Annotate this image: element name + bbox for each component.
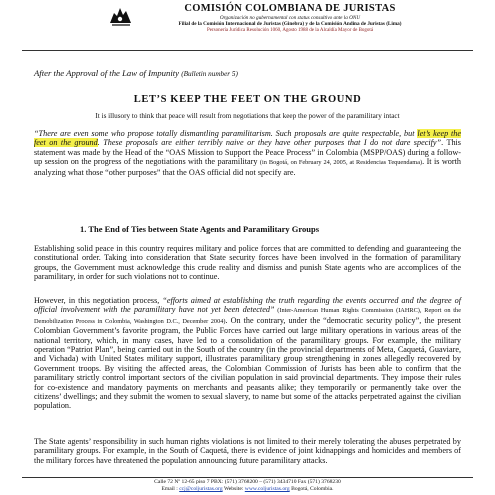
p3-quote: “efforts aimed at establishing the truth regarding the events occurred and the degree of official involvement with the paramilitary have not yet been detected” <box>34 296 461 315</box>
p1-small-note: (in Bogotá, on February 24, 2005, at Residencias Tequendama) <box>259 159 423 167</box>
quote-part-2: . These proposals are either terribly naive or they have other purposes that I do not dare specify” <box>97 138 442 148</box>
organization-logo <box>108 4 134 28</box>
footer-divider <box>22 477 473 478</box>
website-link[interactable]: www.coljuristas.org <box>244 486 290 492</box>
paragraph-2 <box>34 244 461 282</box>
document-subtitle <box>34 68 238 78</box>
header-divider <box>22 50 473 51</box>
letterhead-line-2: Filial de la Comisión Internacional de Juristas (Ginebra) y de la Comisión Andina de Juristas (Lima) <box>178 21 402 28</box>
p2-text: Establishing solid peace in this country requires military and police forces that are committed to defending and guaranteeing the constitutional order. Taking into consideration that State security forces have been involved in the formation of paramilitary groups, the Government must acknowledge this crude reality and dismiss and punish State agents who are accomplices of the paramilitary, in order for such violations not to continue. <box>34 244 461 282</box>
p3-text-2: . On the contrary, under the “democratic security policy”, the present Colombian Government’s favorite program, the Public Forces have carried out large military operations in various areas of the national territory, which, in many cases, have led to a consolidation of the paramilitary groups. For example, the military operation “Patriot Plan”, being carried out in the South of the country (in the provincial departments of Meta, Caquetá, Guaviare, and Vichada) with United States military support, illustrates paramilitary group strengthening in zones allegedly recovered by Government troops. By visiting the affected areas, the Colombian Commission of Jurists has been able to confirm that the paramilitary strictly control important sectors of the civilian population in said provincial departments. They impose their rules for co-existence and mandatory payments on merchants and peasants alike; they temporarily or permanently take over the citizens’ dwellings; and they submit the women to sexual slavery, to name but some of the attacks perpetrated against the civilian population. <box>34 315 461 411</box>
letterhead-line-1: Organización no gubernamental con status consultivo ante la ONU <box>219 15 361 21</box>
email-label: Email : <box>161 486 178 492</box>
letterhead-line-3: Personería Jurídica Resolución 1060, Agosto 1988 de la Alcaldía Mayor de Bogotá <box>206 27 374 33</box>
highlighted-quote: let’s keep the feet on the ground <box>34 129 461 148</box>
p1-text-2: . It is worth analyzing what those “other purposes” that the OAS official did not specify are. <box>34 157 461 177</box>
footer <box>0 479 495 493</box>
letterhead <box>140 3 440 34</box>
p4-text: The State agents’ responsibility in such human rights violations is not limited to their merely tolerating the abuses perpetrated by paramilitary groups. For example, in the South of Caquetá, there is evidence of joint kidnappings and homicides and members of the military forces have threatened the population announcing future paramilitary attacks. <box>34 437 461 465</box>
website-label: Website: <box>223 486 244 492</box>
quote-part-1: “There are even some who propose totally dismantling paramilitarism. Such proposals are quite respectable, but <box>34 129 418 138</box>
p1-text-1: . This statement was made by the Head of the “OAS Mission to Support the Peace Process” in Colombia (MSPP/OAS) during a follow-up session on the progress of the negotiations with the paramilitary <box>34 138 461 167</box>
p3-text-1: However, in this negotiation process, <box>34 296 163 305</box>
paragraph-1 <box>34 129 461 177</box>
subtitle-main: After the Approval of the Law of Impunity <box>34 68 180 78</box>
paragraph-3 <box>34 296 461 411</box>
page-title: LET’S KEEP THE FEET ON THE GROUND <box>133 94 362 105</box>
paragraph-4 <box>34 437 461 465</box>
p3-small-note: (Inter-American Human Rights Commission (IAHRC), Report on the Demobilization Process in Colombia, Washington D.C., December 2004) <box>34 307 461 325</box>
organization-name: COMISIÓN COLOMBIANA DE JURISTAS <box>184 3 396 14</box>
lead-sentence: It is illusory to think that peace will result from negotiations that keep the power of the paramilitary intact <box>95 112 400 120</box>
email-link[interactable]: ccj@coljuristas.org <box>179 486 223 492</box>
footer-address: Calle 72 Nº 12-65 piso 7 PBX: (571) 3768200 – (571) 3434710 Fax (571) 3768230 <box>154 479 341 485</box>
section-heading-1: 1. The End of Ties between State Agents and Paramilitary Groups <box>80 224 320 234</box>
footer-city: Bogotá, Colombia. <box>291 486 334 492</box>
subtitle-bulletin: (Bulletin number 5) <box>181 70 238 78</box>
footer-contact <box>0 486 495 493</box>
